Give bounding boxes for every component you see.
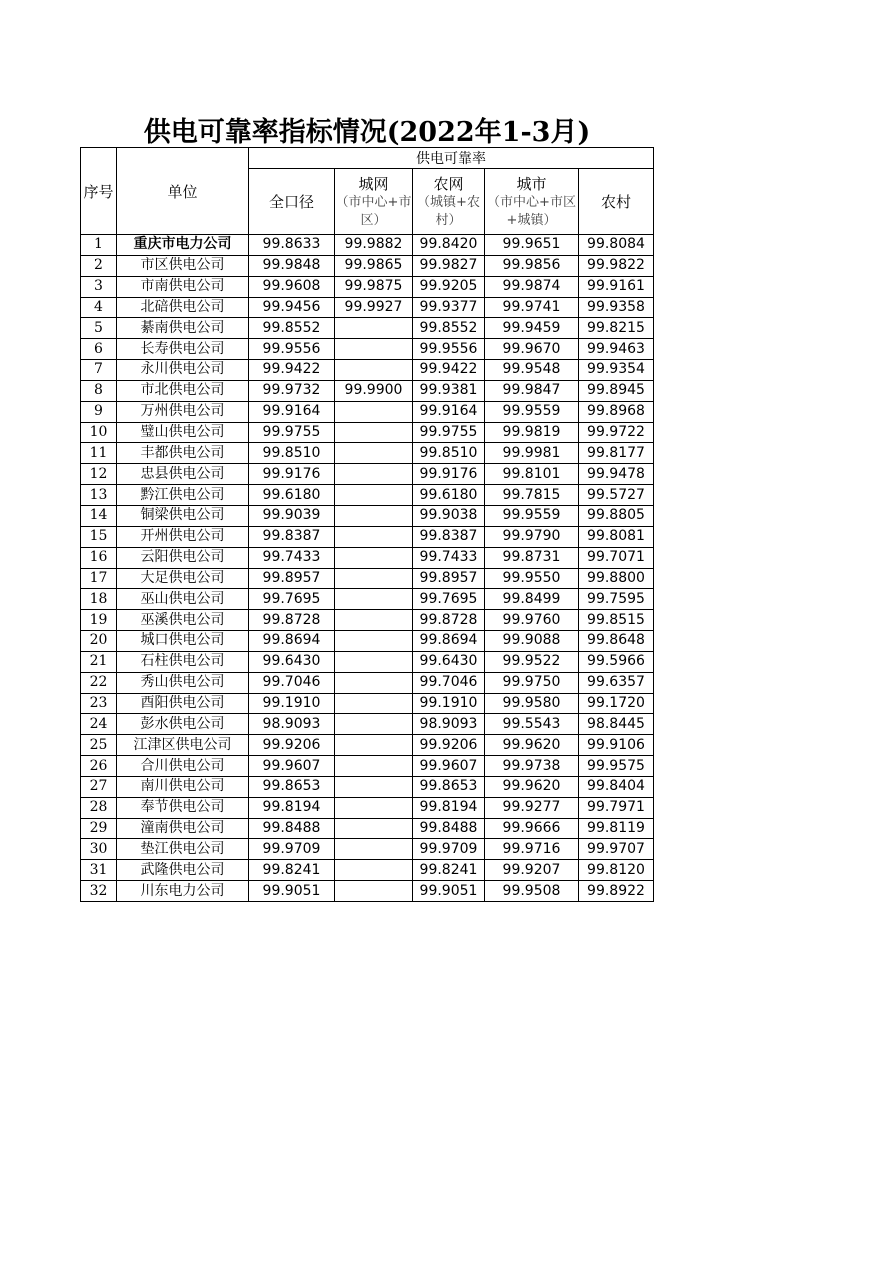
cell-rural: 99.9422 xyxy=(413,360,485,381)
cell-urban xyxy=(335,776,413,797)
cell-rural: 99.9556 xyxy=(413,339,485,360)
cell-rural: 99.8694 xyxy=(413,631,485,652)
cell-urban xyxy=(335,756,413,777)
cell-urban xyxy=(335,631,413,652)
row-unit: 合川供电公司 xyxy=(117,756,249,777)
cell-city: 99.9760 xyxy=(485,610,579,631)
row-unit: 大足供电公司 xyxy=(117,568,249,589)
table-row xyxy=(81,756,654,777)
cell-urban xyxy=(335,401,413,422)
cell-urban xyxy=(335,693,413,714)
cell-all: 99.8957 xyxy=(249,568,335,589)
cell-all: 99.9732 xyxy=(249,380,335,401)
table-row xyxy=(81,443,654,464)
row-unit: 北碚供电公司 xyxy=(117,297,249,318)
cell-all: 99.8552 xyxy=(249,318,335,339)
cell-urban xyxy=(335,589,413,610)
cell-urban xyxy=(335,860,413,881)
row-unit: 铜梁供电公司 xyxy=(117,505,249,526)
cell-village: 99.8945 xyxy=(579,380,654,401)
cell-all: 99.9039 xyxy=(249,505,335,526)
cell-rural: 99.8728 xyxy=(413,610,485,631)
cell-village: 99.9478 xyxy=(579,464,654,485)
table-row xyxy=(81,568,654,589)
header-group: 供电可靠率 xyxy=(249,148,654,169)
table-row xyxy=(81,526,654,547)
row-index: 6 xyxy=(81,339,117,360)
cell-urban: 99.9927 xyxy=(335,297,413,318)
cell-urban xyxy=(335,818,413,839)
row-unit: 川东电力公司 xyxy=(117,881,249,902)
cell-all: 99.9848 xyxy=(249,255,335,276)
cell-city: 99.9559 xyxy=(485,505,579,526)
cell-urban xyxy=(335,881,413,902)
cell-rural: 99.8510 xyxy=(413,443,485,464)
row-index: 14 xyxy=(81,505,117,526)
row-unit: 璧山供电公司 xyxy=(117,422,249,443)
cell-rural: 99.8488 xyxy=(413,818,485,839)
cell-city: 99.7815 xyxy=(485,485,579,506)
cell-village: 99.6357 xyxy=(579,672,654,693)
table-row xyxy=(81,235,654,256)
row-unit: 垫江供电公司 xyxy=(117,839,249,860)
cell-rural: 99.6430 xyxy=(413,651,485,672)
cell-rural: 99.6180 xyxy=(413,485,485,506)
cell-rural: 99.8194 xyxy=(413,797,485,818)
page-title: 供电可靠率指标情况(2022年1-3月) xyxy=(143,117,591,148)
cell-city: 99.9548 xyxy=(485,360,579,381)
cell-all: 99.8194 xyxy=(249,797,335,818)
cell-rural: 99.8420 xyxy=(413,235,485,256)
cell-all: 99.9556 xyxy=(249,339,335,360)
row-unit: 江津区供电公司 xyxy=(117,735,249,756)
cell-village: 99.8648 xyxy=(579,631,654,652)
cell-village: 99.8120 xyxy=(579,860,654,881)
row-index: 28 xyxy=(81,797,117,818)
cell-city: 99.9559 xyxy=(485,401,579,422)
cell-urban xyxy=(335,464,413,485)
cell-village: 99.9463 xyxy=(579,339,654,360)
header-col-label: 城网 xyxy=(358,174,389,193)
row-index: 31 xyxy=(81,860,117,881)
table-row xyxy=(81,276,654,297)
cell-rural: 99.8241 xyxy=(413,860,485,881)
cell-city: 99.9819 xyxy=(485,422,579,443)
cell-rural: 99.8552 xyxy=(413,318,485,339)
cell-city: 99.9750 xyxy=(485,672,579,693)
header-col-label: 农网 xyxy=(433,174,464,193)
header-unit: 单位 xyxy=(117,148,249,235)
cell-urban xyxy=(335,672,413,693)
cell-urban xyxy=(335,505,413,526)
cell-village: 99.9707 xyxy=(579,839,654,860)
cell-all: 99.6180 xyxy=(249,485,335,506)
cell-city: 99.9670 xyxy=(485,339,579,360)
header-col-note: （城镇+农村） xyxy=(417,194,480,228)
cell-urban xyxy=(335,526,413,547)
cell-city: 99.9620 xyxy=(485,735,579,756)
cell-urban xyxy=(335,568,413,589)
table-row xyxy=(81,693,654,714)
cell-city: 99.9738 xyxy=(485,756,579,777)
row-unit: 云阳供电公司 xyxy=(117,547,249,568)
row-index: 27 xyxy=(81,776,117,797)
cell-city: 99.9580 xyxy=(485,693,579,714)
cell-village: 99.8968 xyxy=(579,401,654,422)
cell-rural: 99.9755 xyxy=(413,422,485,443)
cell-city: 99.9207 xyxy=(485,860,579,881)
row-index: 3 xyxy=(81,276,117,297)
cell-all: 99.9422 xyxy=(249,360,335,381)
cell-rural: 99.9607 xyxy=(413,756,485,777)
table-row xyxy=(81,860,654,881)
table-row xyxy=(81,610,654,631)
row-index: 25 xyxy=(81,735,117,756)
header-col-city xyxy=(485,169,579,235)
cell-rural: 98.9093 xyxy=(413,714,485,735)
row-unit: 綦南供电公司 xyxy=(117,318,249,339)
row-index: 1 xyxy=(81,235,117,256)
cell-all: 99.8728 xyxy=(249,610,335,631)
row-unit: 城口供电公司 xyxy=(117,631,249,652)
header-index: 序号 xyxy=(81,148,117,235)
cell-all: 99.8241 xyxy=(249,860,335,881)
table-row xyxy=(81,505,654,526)
cell-city: 99.9651 xyxy=(485,235,579,256)
row-index: 16 xyxy=(81,547,117,568)
table-row xyxy=(81,589,654,610)
cell-village: 99.5727 xyxy=(579,485,654,506)
cell-village: 99.7971 xyxy=(579,797,654,818)
row-unit: 市南供电公司 xyxy=(117,276,249,297)
cell-city: 99.9716 xyxy=(485,839,579,860)
cell-urban xyxy=(335,443,413,464)
cell-urban xyxy=(335,610,413,631)
row-unit: 奉节供电公司 xyxy=(117,797,249,818)
cell-all: 98.9093 xyxy=(249,714,335,735)
cell-city: 99.9790 xyxy=(485,526,579,547)
table-row xyxy=(81,797,654,818)
row-index: 20 xyxy=(81,631,117,652)
row-index: 32 xyxy=(81,881,117,902)
cell-all: 99.9607 xyxy=(249,756,335,777)
row-index: 22 xyxy=(81,672,117,693)
cell-rural: 99.7046 xyxy=(413,672,485,693)
table-row xyxy=(81,547,654,568)
cell-city: 99.9508 xyxy=(485,881,579,902)
table-row xyxy=(81,318,654,339)
table-row xyxy=(81,672,654,693)
cell-city: 99.9666 xyxy=(485,818,579,839)
table-row xyxy=(81,485,654,506)
cell-urban xyxy=(335,485,413,506)
cell-village: 99.8404 xyxy=(579,776,654,797)
cell-all: 99.9709 xyxy=(249,839,335,860)
row-index: 23 xyxy=(81,693,117,714)
cell-all: 99.7433 xyxy=(249,547,335,568)
row-unit: 丰都供电公司 xyxy=(117,443,249,464)
cell-city: 99.9981 xyxy=(485,443,579,464)
row-unit: 石柱供电公司 xyxy=(117,651,249,672)
table-row xyxy=(81,297,654,318)
cell-all: 99.9755 xyxy=(249,422,335,443)
cell-rural: 99.8957 xyxy=(413,568,485,589)
cell-urban xyxy=(335,547,413,568)
cell-village: 99.8515 xyxy=(579,610,654,631)
header-col-label: 城市 xyxy=(516,174,547,193)
row-index: 4 xyxy=(81,297,117,318)
row-unit: 武隆供电公司 xyxy=(117,860,249,881)
row-unit: 黔江供电公司 xyxy=(117,485,249,506)
table-body xyxy=(81,235,654,902)
cell-urban xyxy=(335,651,413,672)
cell-urban xyxy=(335,318,413,339)
cell-all: 99.9051 xyxy=(249,881,335,902)
header-col-note: （市中心+市区+城镇） xyxy=(487,194,576,228)
cell-urban: 99.9882 xyxy=(335,235,413,256)
table-row xyxy=(81,380,654,401)
table-row xyxy=(81,776,654,797)
cell-urban: 99.9900 xyxy=(335,380,413,401)
cell-all: 99.8633 xyxy=(249,235,335,256)
row-unit: 彭水供电公司 xyxy=(117,714,249,735)
cell-city: 99.9741 xyxy=(485,297,579,318)
table-row xyxy=(81,422,654,443)
row-index: 18 xyxy=(81,589,117,610)
row-index: 7 xyxy=(81,360,117,381)
table-row xyxy=(81,401,654,422)
row-unit: 长寿供电公司 xyxy=(117,339,249,360)
cell-rural: 99.9827 xyxy=(413,255,485,276)
cell-village: 99.9575 xyxy=(579,756,654,777)
reliability-table xyxy=(80,147,654,902)
cell-urban xyxy=(335,339,413,360)
cell-city: 99.9277 xyxy=(485,797,579,818)
cell-rural: 99.9381 xyxy=(413,380,485,401)
cell-all: 99.7695 xyxy=(249,589,335,610)
row-unit: 秀山供电公司 xyxy=(117,672,249,693)
table-row xyxy=(81,631,654,652)
table-row xyxy=(81,651,654,672)
cell-city: 99.8499 xyxy=(485,589,579,610)
cell-city: 99.9847 xyxy=(485,380,579,401)
cell-city: 99.5543 xyxy=(485,714,579,735)
header-col-urban xyxy=(335,169,413,235)
row-unit: 巫溪供电公司 xyxy=(117,610,249,631)
cell-all: 99.7046 xyxy=(249,672,335,693)
cell-village: 99.9106 xyxy=(579,735,654,756)
row-unit: 南川供电公司 xyxy=(117,776,249,797)
header-col-all xyxy=(249,169,335,235)
cell-village: 99.9354 xyxy=(579,360,654,381)
cell-city: 99.9550 xyxy=(485,568,579,589)
header-col-village xyxy=(579,169,654,235)
row-index: 2 xyxy=(81,255,117,276)
cell-village: 99.1720 xyxy=(579,693,654,714)
row-index: 9 xyxy=(81,401,117,422)
row-unit: 开州供电公司 xyxy=(117,526,249,547)
cell-city: 99.9620 xyxy=(485,776,579,797)
row-unit: 忠县供电公司 xyxy=(117,464,249,485)
row-index: 13 xyxy=(81,485,117,506)
cell-city: 99.9522 xyxy=(485,651,579,672)
cell-rural: 99.1910 xyxy=(413,693,485,714)
cell-urban: 99.9865 xyxy=(335,255,413,276)
row-unit: 万州供电公司 xyxy=(117,401,249,422)
row-index: 17 xyxy=(81,568,117,589)
cell-village: 99.9822 xyxy=(579,255,654,276)
cell-city: 99.8101 xyxy=(485,464,579,485)
cell-rural: 99.9038 xyxy=(413,505,485,526)
cell-rural: 99.9206 xyxy=(413,735,485,756)
row-index: 11 xyxy=(81,443,117,464)
cell-all: 99.8387 xyxy=(249,526,335,547)
cell-all: 99.6430 xyxy=(249,651,335,672)
table-row xyxy=(81,881,654,902)
cell-rural: 99.9164 xyxy=(413,401,485,422)
table-row xyxy=(81,735,654,756)
row-unit: 市区供电公司 xyxy=(117,255,249,276)
row-index: 5 xyxy=(81,318,117,339)
table-row xyxy=(81,714,654,735)
cell-all: 99.9164 xyxy=(249,401,335,422)
cell-urban xyxy=(335,422,413,443)
cell-city: 99.9856 xyxy=(485,255,579,276)
cell-village: 99.8081 xyxy=(579,526,654,547)
cell-rural: 99.9051 xyxy=(413,881,485,902)
row-index: 21 xyxy=(81,651,117,672)
cell-all: 99.9176 xyxy=(249,464,335,485)
row-index: 24 xyxy=(81,714,117,735)
cell-village: 98.8445 xyxy=(579,714,654,735)
cell-rural: 99.9176 xyxy=(413,464,485,485)
cell-all: 99.8510 xyxy=(249,443,335,464)
cell-rural: 99.8387 xyxy=(413,526,485,547)
cell-rural: 99.9709 xyxy=(413,839,485,860)
cell-rural: 99.8653 xyxy=(413,776,485,797)
header-col-rural xyxy=(413,169,485,235)
table-row xyxy=(81,360,654,381)
row-index: 15 xyxy=(81,526,117,547)
row-index: 10 xyxy=(81,422,117,443)
cell-village: 99.7071 xyxy=(579,547,654,568)
row-unit: 市北供电公司 xyxy=(117,380,249,401)
row-index: 12 xyxy=(81,464,117,485)
cell-all: 99.8488 xyxy=(249,818,335,839)
row-unit: 潼南供电公司 xyxy=(117,818,249,839)
cell-village: 99.8119 xyxy=(579,818,654,839)
cell-village: 99.8215 xyxy=(579,318,654,339)
cell-village: 99.8177 xyxy=(579,443,654,464)
cell-city: 99.8731 xyxy=(485,547,579,568)
cell-village: 99.8800 xyxy=(579,568,654,589)
table-row xyxy=(81,464,654,485)
cell-village: 99.9722 xyxy=(579,422,654,443)
cell-all: 99.1910 xyxy=(249,693,335,714)
cell-village: 99.9358 xyxy=(579,297,654,318)
row-index: 8 xyxy=(81,380,117,401)
table-row xyxy=(81,839,654,860)
cell-city: 99.9459 xyxy=(485,318,579,339)
cell-village: 99.9161 xyxy=(579,276,654,297)
cell-city: 99.9088 xyxy=(485,631,579,652)
row-unit: 重庆市电力公司 xyxy=(117,235,249,256)
row-index: 30 xyxy=(81,839,117,860)
table-row xyxy=(81,339,654,360)
cell-urban xyxy=(335,797,413,818)
cell-all: 99.9456 xyxy=(249,297,335,318)
cell-all: 99.8653 xyxy=(249,776,335,797)
cell-village: 99.8084 xyxy=(579,235,654,256)
cell-all: 99.9608 xyxy=(249,276,335,297)
cell-village: 99.8922 xyxy=(579,881,654,902)
row-unit: 酉阳供电公司 xyxy=(117,693,249,714)
table-row xyxy=(81,255,654,276)
cell-urban xyxy=(335,839,413,860)
cell-urban xyxy=(335,360,413,381)
row-index: 29 xyxy=(81,818,117,839)
cell-all: 99.8694 xyxy=(249,631,335,652)
header-col-label: 农村 xyxy=(600,192,631,211)
cell-city: 99.9874 xyxy=(485,276,579,297)
cell-rural: 99.7695 xyxy=(413,589,485,610)
cell-urban: 99.9875 xyxy=(335,276,413,297)
cell-village: 99.5966 xyxy=(579,651,654,672)
row-index: 26 xyxy=(81,756,117,777)
row-unit: 巫山供电公司 xyxy=(117,589,249,610)
header-col-note: （市中心+市区） xyxy=(335,194,412,228)
row-unit: 永川供电公司 xyxy=(117,360,249,381)
cell-urban xyxy=(335,735,413,756)
cell-all: 99.9206 xyxy=(249,735,335,756)
header-col-label: 全口径 xyxy=(268,192,314,211)
cell-rural: 99.9377 xyxy=(413,297,485,318)
cell-urban xyxy=(335,714,413,735)
table-row xyxy=(81,818,654,839)
cell-village: 99.8805 xyxy=(579,505,654,526)
row-index: 19 xyxy=(81,610,117,631)
cell-village: 99.7595 xyxy=(579,589,654,610)
cell-rural: 99.9205 xyxy=(413,276,485,297)
cell-rural: 99.7433 xyxy=(413,547,485,568)
